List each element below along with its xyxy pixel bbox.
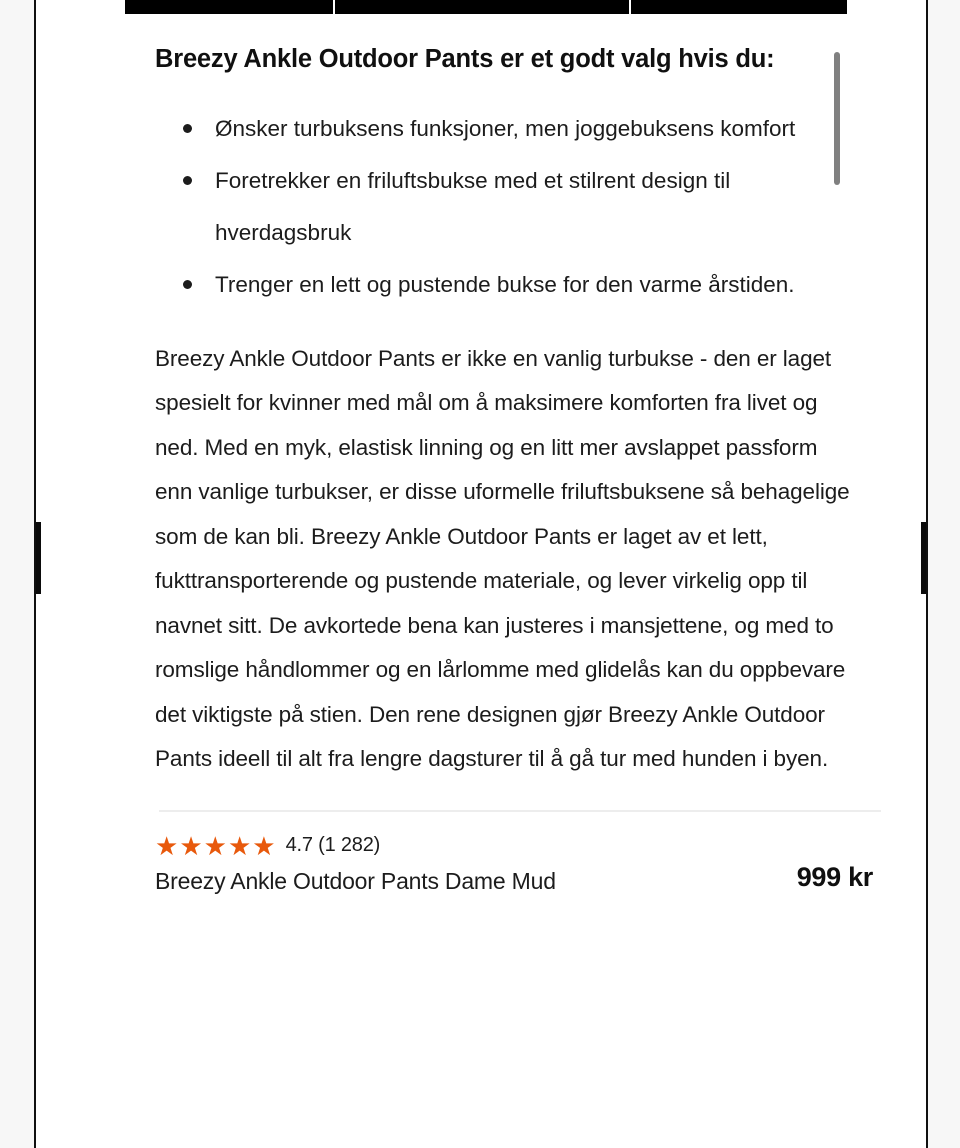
product-price: 999 kr <box>796 861 873 892</box>
gallery-thumbnail-2[interactable] <box>335 0 629 14</box>
rating-stars <box>155 830 276 861</box>
rating-row[interactable] <box>155 832 877 860</box>
product-description-panel <box>36 14 926 1148</box>
list-item <box>155 155 855 259</box>
section-divider <box>159 810 881 812</box>
benefit-text: Foretrekker en friluftsbukse med et stilrent design til hverdagsbruk <box>215 167 731 245</box>
product-name[interactable]: Breezy Ankle Outdoor Pants Dame Mud <box>155 867 556 894</box>
product-gallery-strip[interactable] <box>125 0 847 14</box>
star-icon: ★ <box>252 830 276 861</box>
star-icon: ★ <box>179 830 203 861</box>
list-item <box>155 103 855 155</box>
list-item <box>155 259 855 311</box>
description-heading: Breezy Ankle Outdoor Pants er et godt valg hvis du: <box>155 45 775 73</box>
benefit-text: Trenger en lett og pustende bukse for den varme årstiden. <box>215 271 795 297</box>
bullet-icon <box>183 176 192 185</box>
star-icon: ★ <box>203 830 227 861</box>
bullet-icon <box>183 124 192 133</box>
benefit-text: Ønsker turbuksens funksjoner, men joggebuksens komfort <box>215 115 796 141</box>
bullet-icon <box>183 280 192 289</box>
description-body-paragraph: Breezy Ankle Outdoor Pants er ikke en vanlig turbukse - den er laget spesielt for kvinner med mål om å maksimere komforten fra livet og ned. Med en myk, elastisk linning og en litt mer avslappet passform enn vanlige turbukser, er disse uformelle friluftsbuksene så behagelige som de kan bli. Breezy Ankle Outdoor Pants er laget av et lett, fukttransporterende og pustende materiale, og lever virkelig opp til navnet sitt. De avkortede bena kan justeres i mansjettene, og med to romslige håndlommer og en lårlomme med glidelås kan du oppbevare det viktigste på stien. Den rene designen gjør Breezy Ankle Outdoor Pants ideell til alt fra lengre dagsturer til å gå tur med hunden i byen. <box>155 345 850 772</box>
rating-summary-text: 4.7 (1 282) <box>285 834 381 857</box>
product-summary[interactable] <box>155 832 877 895</box>
star-icon: ★ <box>227 830 252 861</box>
star-icon: ★ <box>155 830 179 861</box>
gallery-thumbnail-1[interactable] <box>125 0 333 14</box>
mobile-viewport-frame <box>34 0 928 1148</box>
gallery-thumbnail-3[interactable] <box>631 0 847 14</box>
benefit-list <box>155 103 855 311</box>
description-content-column <box>155 14 873 895</box>
